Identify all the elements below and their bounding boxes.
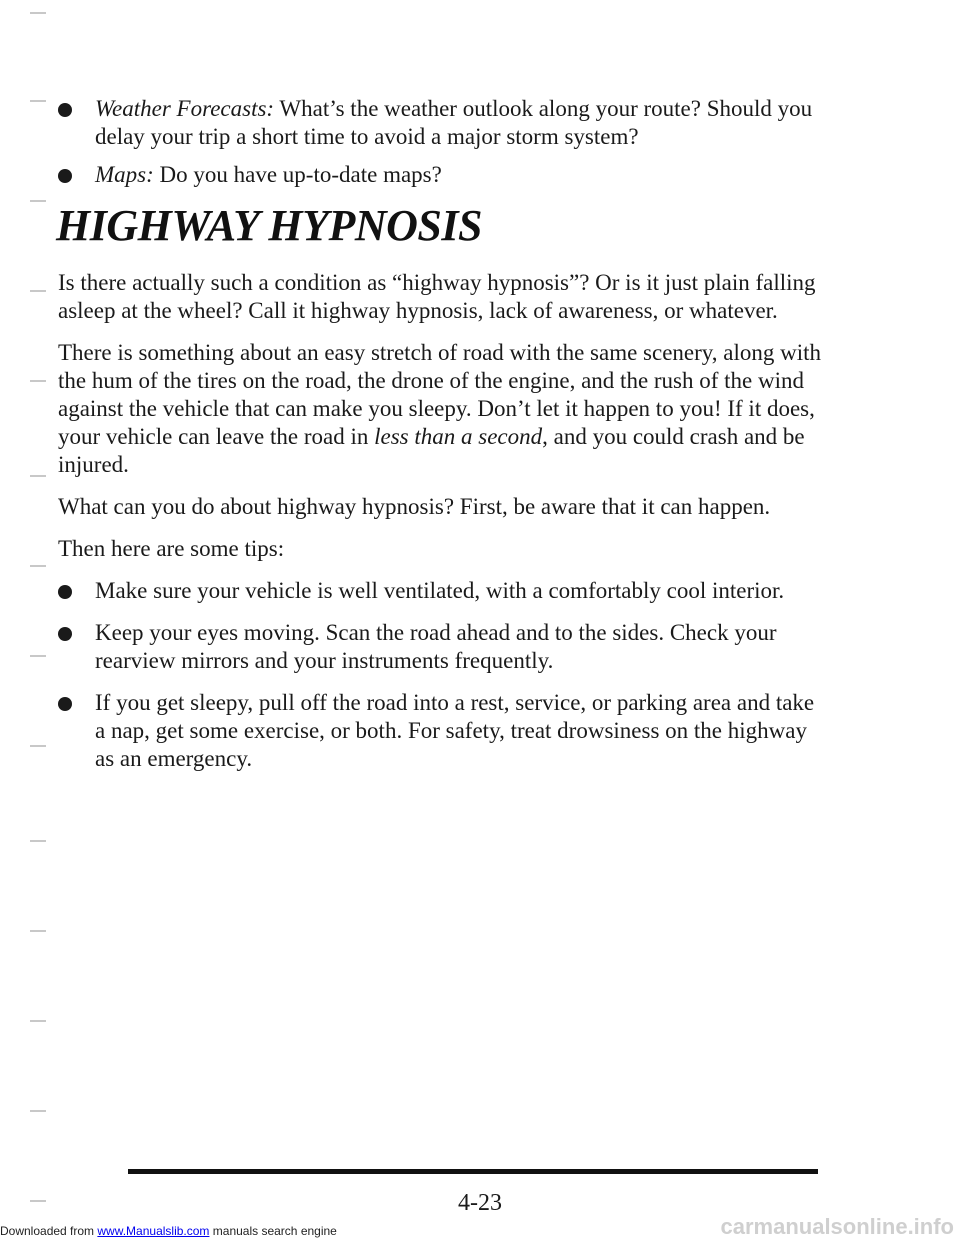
footer-rule <box>128 1169 818 1174</box>
margin-mark <box>30 100 46 102</box>
bullet-icon <box>58 585 72 599</box>
section-heading: HIGHWAY HYPNOSIS <box>56 201 482 250</box>
list-item-maps <box>58 161 828 189</box>
list-item-tip: If you get sleepy, pull off the road into a rest, service, or parking area and take a nap, get some exercise, or both. For safety, treat drowsiness on the highway as an emergency. <box>58 689 828 773</box>
paragraph-1: Is there actually such a condition as “highway hypnosis”? Or is it just plain falling asleep at the wheel? Call it highway hypnosis, lack of awareness, or whatever. <box>58 270 816 323</box>
page-content <box>58 95 828 773</box>
margin-mark <box>30 840 46 842</box>
margin-mark <box>30 655 46 657</box>
margin-mark <box>30 200 46 202</box>
margin-mark <box>30 930 46 932</box>
page-number: 4-23 <box>458 1190 502 1216</box>
download-banner: Downloaded from www.Manualslib.com manuals search engine <box>0 1224 337 1238</box>
paragraph-3: What can you do about highway hypnosis? First, be aware that it can happen. <box>58 494 771 519</box>
margin-mark <box>30 745 46 747</box>
list-item-weather <box>58 95 828 151</box>
bullet-icon <box>58 103 72 117</box>
manualslib-link[interactable]: www.Manualslib.com <box>97 1224 210 1238</box>
item-text: Do you have up-to-date maps? <box>153 162 442 187</box>
margin-mark <box>30 12 46 14</box>
bullet-icon <box>58 627 72 641</box>
list-item-tip: Make sure your vehicle is well ventilated, with a comfortably cool interior. <box>58 577 828 605</box>
bullet-icon <box>58 697 72 711</box>
list-item-tip: Keep your eyes moving. Scan the road ahead and to the sides. Check your rearview mirrors and your instruments frequently. <box>58 619 828 675</box>
margin-mark <box>30 565 46 567</box>
watermark: carmanualsonline.info <box>720 1214 954 1239</box>
margin-mark <box>30 1110 46 1112</box>
item-lead: Weather Forecasts: <box>95 96 275 121</box>
margin-mark <box>30 1020 46 1022</box>
paragraph-2: There is something about an easy stretch of road with the same scenery, along with the hum of the tires on the road, the drone of the engine, and the rush of the wind against the vehicle that can make you sleepy. Don’t let it happen to you! If it does, your vehicle can leave the road in less than a second, and you could crash and be injured. <box>58 340 822 477</box>
item-lead: Maps: <box>95 162 154 187</box>
margin-mark <box>30 380 46 382</box>
margin-mark <box>30 475 46 477</box>
margin-mark <box>30 290 46 292</box>
bullet-icon <box>58 169 72 183</box>
paragraph-4: Then here are some tips: <box>58 536 285 561</box>
emphasis: less than a second <box>374 424 543 449</box>
item-text: What’s the weather outlook along your route? Should you delay your trip a short time to avoid a major storm system? <box>95 96 813 149</box>
